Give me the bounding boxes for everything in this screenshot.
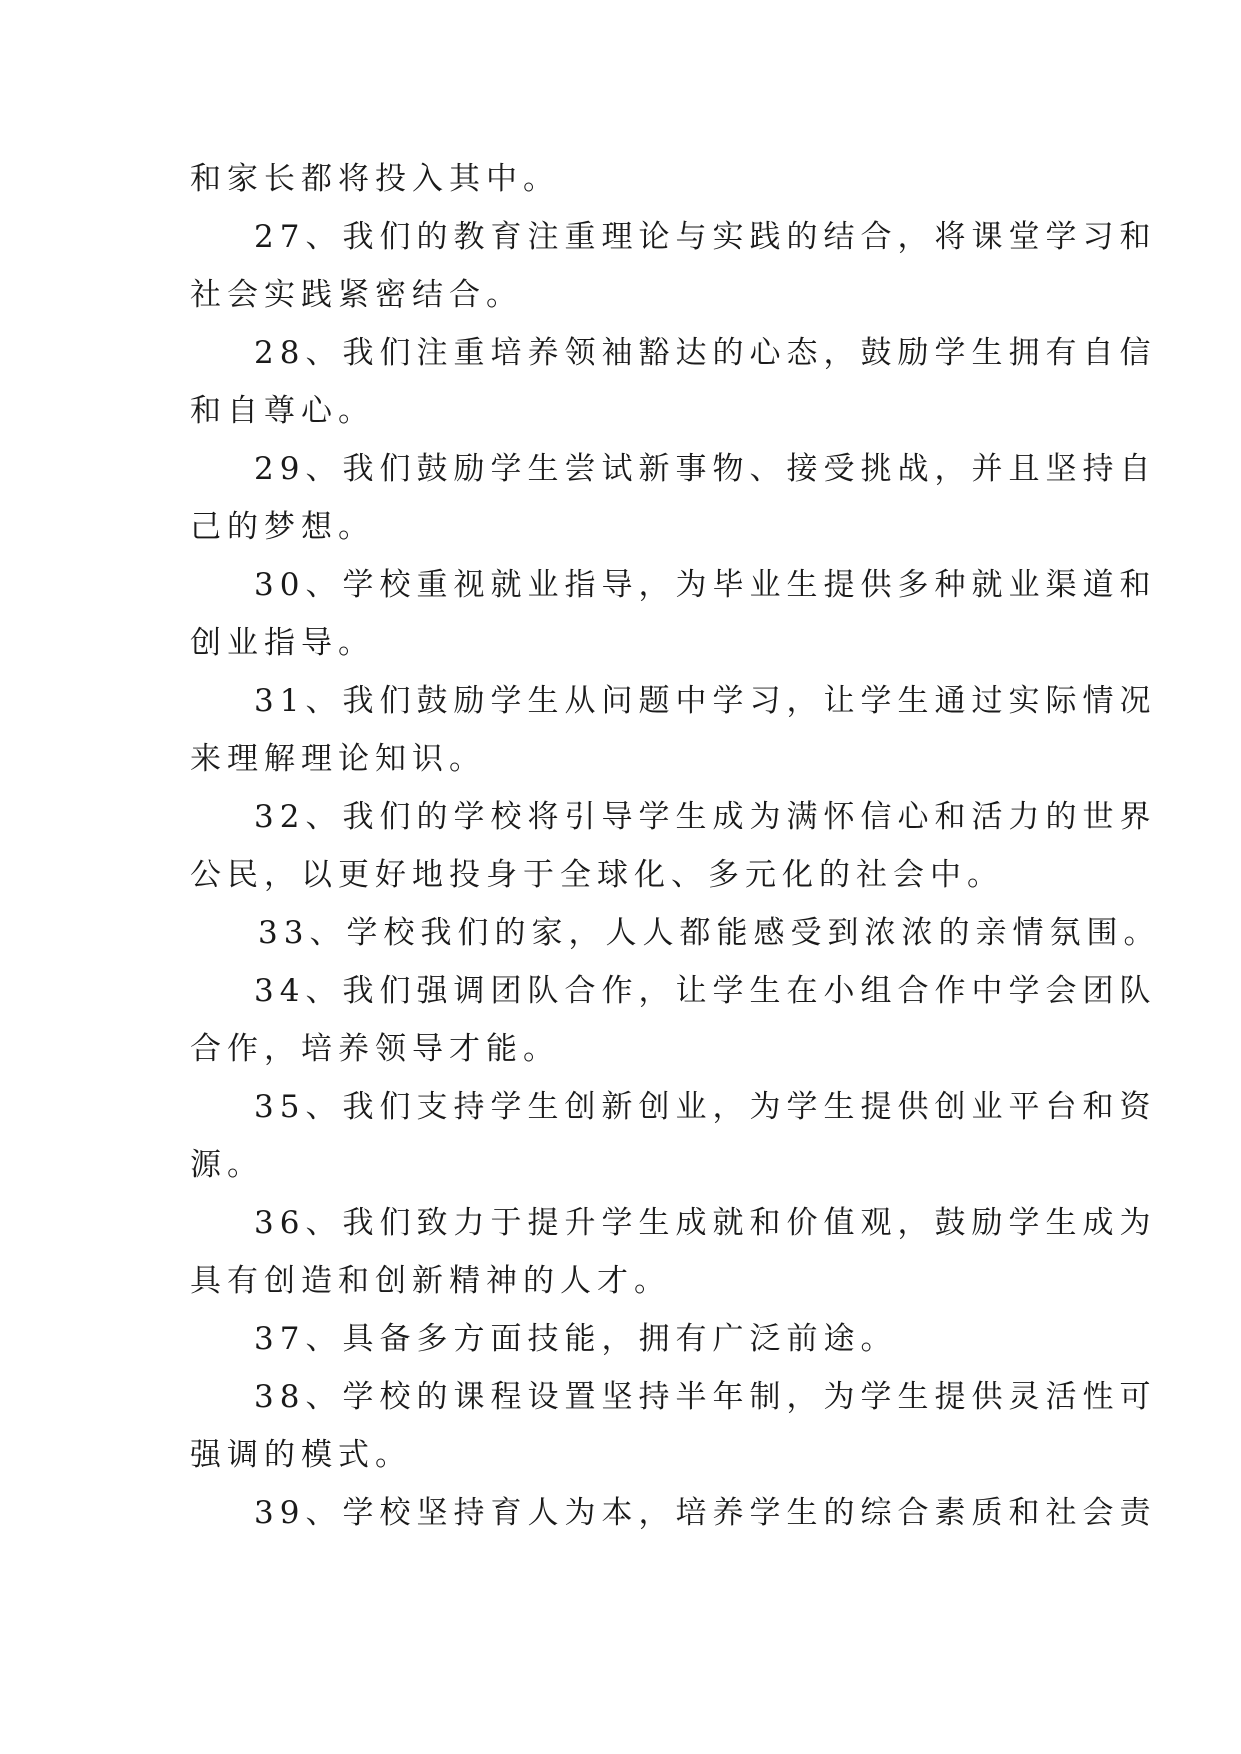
- paragraph-continuation-line: 和家长都将投入其中。: [190, 161, 560, 197]
- paragraph-29-line-2: 己的梦想。: [190, 509, 375, 545]
- paragraph-27-line-1: 27、我们的教育注重理论与实践的结合，将课堂学习和: [254, 219, 1157, 255]
- paragraph-35-line-1: 35、我们支持学生创新创业，为学生提供创业平台和资: [254, 1089, 1157, 1125]
- paragraph-30-line-1: 30、学校重视就业指导，为毕业生提供多种就业渠道和: [254, 567, 1157, 603]
- paragraph-34-line-1: 34、我们强调团队合作，让学生在小组合作中学会团队: [254, 973, 1157, 1009]
- paragraph-36-line-1: 36、我们致力于提升学生成就和价值观，鼓励学生成为: [254, 1205, 1157, 1241]
- paragraph-31-line-1: 31、我们鼓励学生从问题中学习，让学生通过实际情况: [254, 683, 1157, 719]
- paragraph-34-line-2: 合作，培养领导才能。: [190, 1031, 560, 1067]
- paragraph-35-line-2: 源。: [190, 1147, 264, 1183]
- paragraph-28-line-2: 和自尊心。: [190, 393, 375, 429]
- paragraph-39-line-1: 39、学校坚持育人为本，培养学生的综合素质和社会责: [254, 1495, 1157, 1531]
- paragraph-33-line-1: 33、学校我们的家，人人都能感受到浓浓的亲情氛围。: [258, 915, 1161, 951]
- paragraph-36-line-2: 具有创造和创新精神的人才。: [190, 1263, 671, 1299]
- paragraph-32-line-2: 公民，以更好地投身于全球化、多元化的社会中。: [190, 857, 1004, 893]
- paragraph-27-line-2: 社会实践紧密结合。: [190, 277, 523, 313]
- paragraph-31-line-2: 来理解理论知识。: [190, 741, 486, 777]
- paragraph-30-line-2: 创业指导。: [190, 625, 375, 661]
- paragraph-28-line-1: 28、我们注重培养领袖豁达的心态，鼓励学生拥有自信: [254, 335, 1157, 371]
- paragraph-38-line-1: 38、学校的课程设置坚持半年制，为学生提供灵活性可: [254, 1379, 1157, 1415]
- paragraph-29-line-1: 29、我们鼓励学生尝试新事物、接受挑战，并且坚持自: [254, 451, 1157, 487]
- paragraph-38-line-2: 强调的模式。: [190, 1437, 412, 1473]
- paragraph-32-line-1: 32、我们的学校将引导学生成为满怀信心和活力的世界: [254, 799, 1157, 835]
- document-page: [190, 150, 1161, 1542]
- paragraph-37-line-1: 37、具备多方面技能，拥有广泛前途。: [254, 1321, 898, 1357]
